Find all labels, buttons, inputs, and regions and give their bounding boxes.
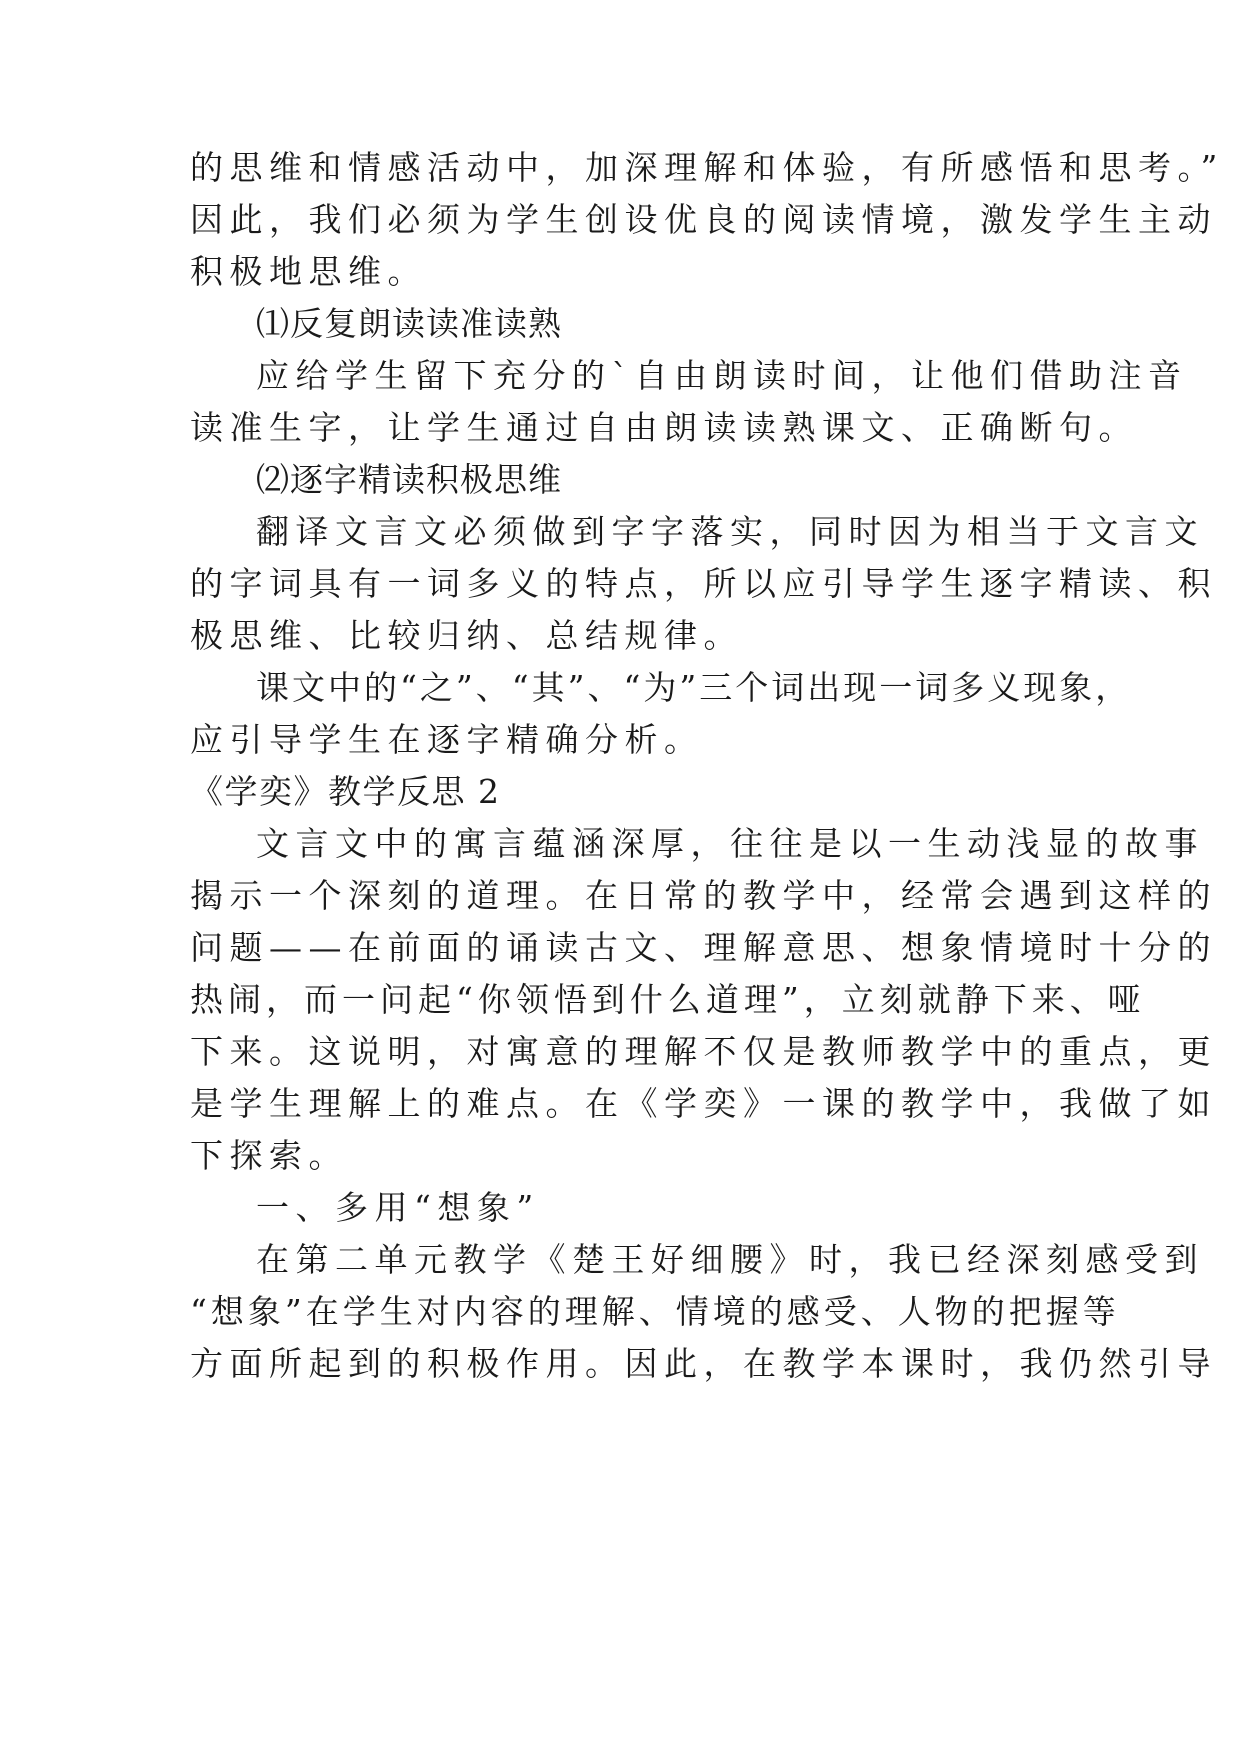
text-line: 方面所起到的积极作用。因此，在教学本课时，我仍然引导 bbox=[190, 1344, 1217, 1383]
text-line: 课文中的“之”、“其”、“为”三个词出现一词多义现象， bbox=[256, 668, 1132, 707]
text-line: 在第二单元教学《楚王好细腰》时，我已经深刻感受到 bbox=[256, 1240, 1204, 1279]
text-line: 的思维和情感活动中，加深理解和体验，有所感悟和思考。” bbox=[190, 148, 1224, 187]
text-line: 翻译文言文必须做到字字落实，同时因为相当于文言文 bbox=[256, 512, 1204, 551]
text-line: 的字词具有一词多义的特点，所以应引导学生逐字精读、积 bbox=[190, 564, 1217, 603]
text-line: 下探索。 bbox=[190, 1136, 348, 1175]
text-line: 读准生字，让学生通过自由朗读读熟课文、正确断句。 bbox=[190, 408, 1138, 447]
text-line: 揭示一个深刻的道理。在日常的教学中，经常会遇到这样的 bbox=[190, 876, 1217, 915]
text-line: 文言文中的寓言蕴涵深厚，往往是以一生动浅显的故事 bbox=[256, 824, 1204, 863]
subheading: ⑵逐字精读积极思维 bbox=[256, 460, 562, 499]
text-line: “想象”在学生对内容的理解、情境的感受、人物的把握等 bbox=[190, 1292, 1120, 1331]
text-line: 问题——在前面的诵读古文、理解意思、想象情境时十分的 bbox=[190, 928, 1217, 967]
text-line: 应给学生留下充分的`自由朗读时间，让他们借助注音 bbox=[256, 356, 1188, 395]
text-line: 积极地思维。 bbox=[190, 252, 427, 291]
subheading: 一、多用“想象” bbox=[256, 1188, 540, 1227]
text-line: 因此，我们必须为学生创设优良的阅读情境，激发学生主动 bbox=[190, 200, 1217, 239]
text-line: 热闹，而一问起“你领悟到什么道理”，立刻就静下来、哑 bbox=[190, 980, 1146, 1019]
text-line: 极思维、比较归纳、总结规律。 bbox=[190, 616, 743, 655]
section-title: 《学奕》教学反思 2 bbox=[190, 772, 501, 811]
text-line: 下来。这说明，对寓意的理解不仅是教师教学中的重点，更 bbox=[190, 1032, 1217, 1071]
subheading: ⑴反复朗读读准读熟 bbox=[256, 304, 562, 343]
text-line: 是学生理解上的难点。在《学奕》一课的教学中，我做了如 bbox=[190, 1084, 1217, 1123]
text-line: 应引导学生在逐字精确分析。 bbox=[190, 720, 704, 759]
